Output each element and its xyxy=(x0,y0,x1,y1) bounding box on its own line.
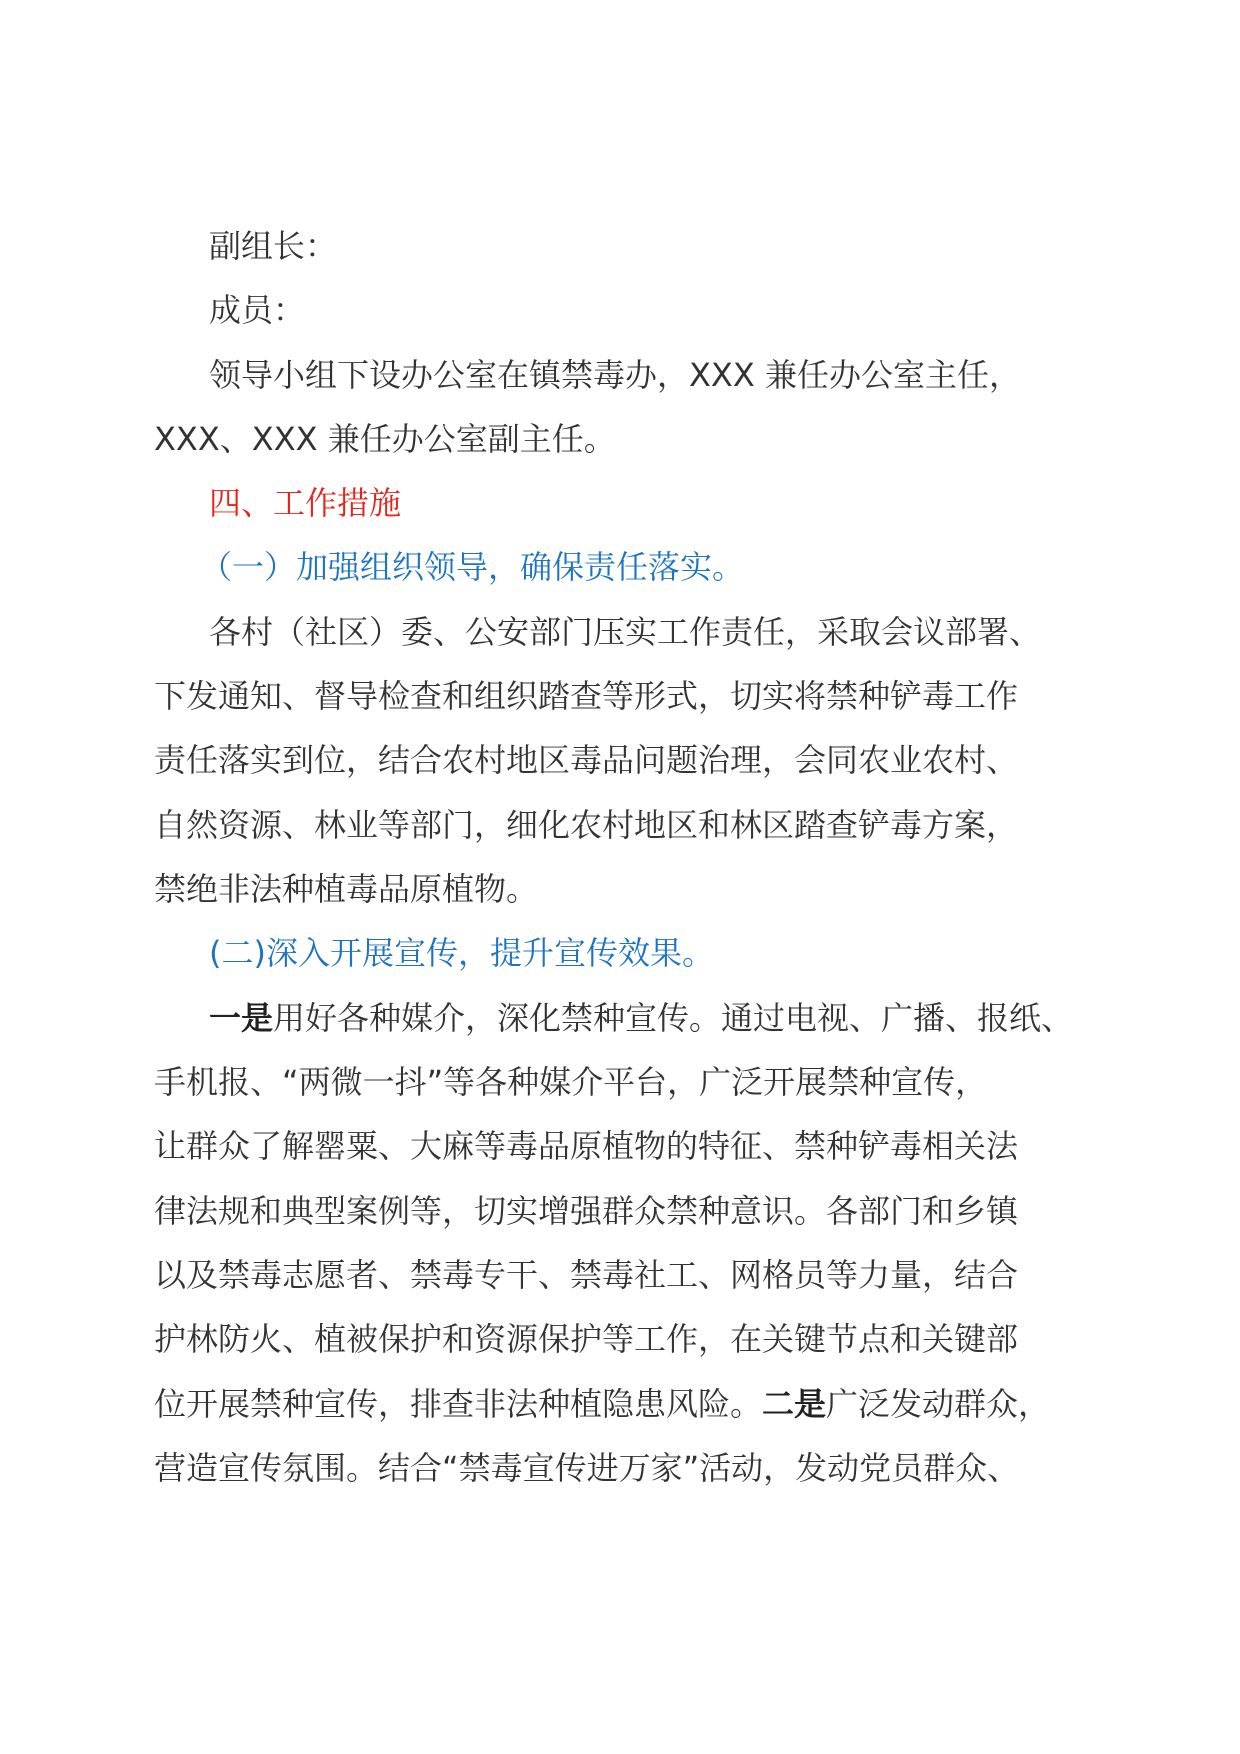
first-point-label: 一是 xyxy=(209,999,274,1037)
members-line: 成员： xyxy=(209,291,306,329)
paragraph-1-line-5: 禁绝非法种植毒品原植物。 xyxy=(154,870,539,908)
office-line-2: XXX、XXX 兼任办公室副主任。 xyxy=(154,420,616,458)
subheading-2: (二)深入开展宣传，提升宣传效果。 xyxy=(209,934,714,972)
mixed-line-after: 广泛发动群众， xyxy=(826,1385,1051,1423)
office-line-1: 领导小组下设办公室在镇禁毒办，XXX 兼任办公室主任， xyxy=(209,356,1021,394)
second-point-label: 二是 xyxy=(762,1385,827,1423)
paragraph-2-line-8: 营造宣传氛围。结合“禁毒宣传进万家”活动，发动党员群众、 xyxy=(154,1449,1020,1487)
paragraph-1-line-3: 责任落实到位，结合农村地区毒品问题治理，会同农业农村、 xyxy=(154,741,1019,779)
paragraph-2-line-7 xyxy=(154,1384,1050,1424)
first-point-text: 用好各种媒介，深化禁种宣传。通过电视、广播、报纸、 xyxy=(273,999,1074,1037)
paragraph-2-line-5: 以及禁毒志愿者、禁毒专干、禁毒社工、网格员等力量，结合 xyxy=(154,1256,1019,1294)
paragraph-1-line-4: 自然资源、林业等部门，细化农村地区和林区踏查铲毒方案， xyxy=(154,806,1019,844)
mixed-line-before: 位开展禁种宣传，排查非法种植隐患风险。 xyxy=(154,1385,763,1423)
paragraph-2-line-2: 手机报、“两微一抖”等各种媒介平台，广泛开展禁种宣传， xyxy=(154,1063,988,1101)
paragraph-1-line-2: 下发通知、督导检查和组织踏查等形式，切实将禁种铲毒工作 xyxy=(154,677,1019,715)
paragraph-2-line-3: 让群众了解罂粟、大麻等毒品原植物的特征、禁种铲毒相关法 xyxy=(154,1127,1019,1165)
section-heading: 四、工作措施 xyxy=(209,484,402,522)
deputy-leader-line: 副组长： xyxy=(209,227,338,265)
paragraph-2-line-6: 护林防火、植被保护和资源保护等工作，在关键节点和关键部 xyxy=(154,1320,1019,1358)
paragraph-2-line-4: 律法规和典型案例等，切实增强群众禁种意识。各部门和乡镇 xyxy=(154,1192,1019,1230)
paragraph-1-line-1: 各村（社区）委、公安部门压实工作责任，采取会议部署、 xyxy=(209,613,1042,651)
paragraph-2-line-1 xyxy=(209,998,1073,1038)
subheading-1: （一）加强组织领导，确保责任落实。 xyxy=(200,548,745,586)
